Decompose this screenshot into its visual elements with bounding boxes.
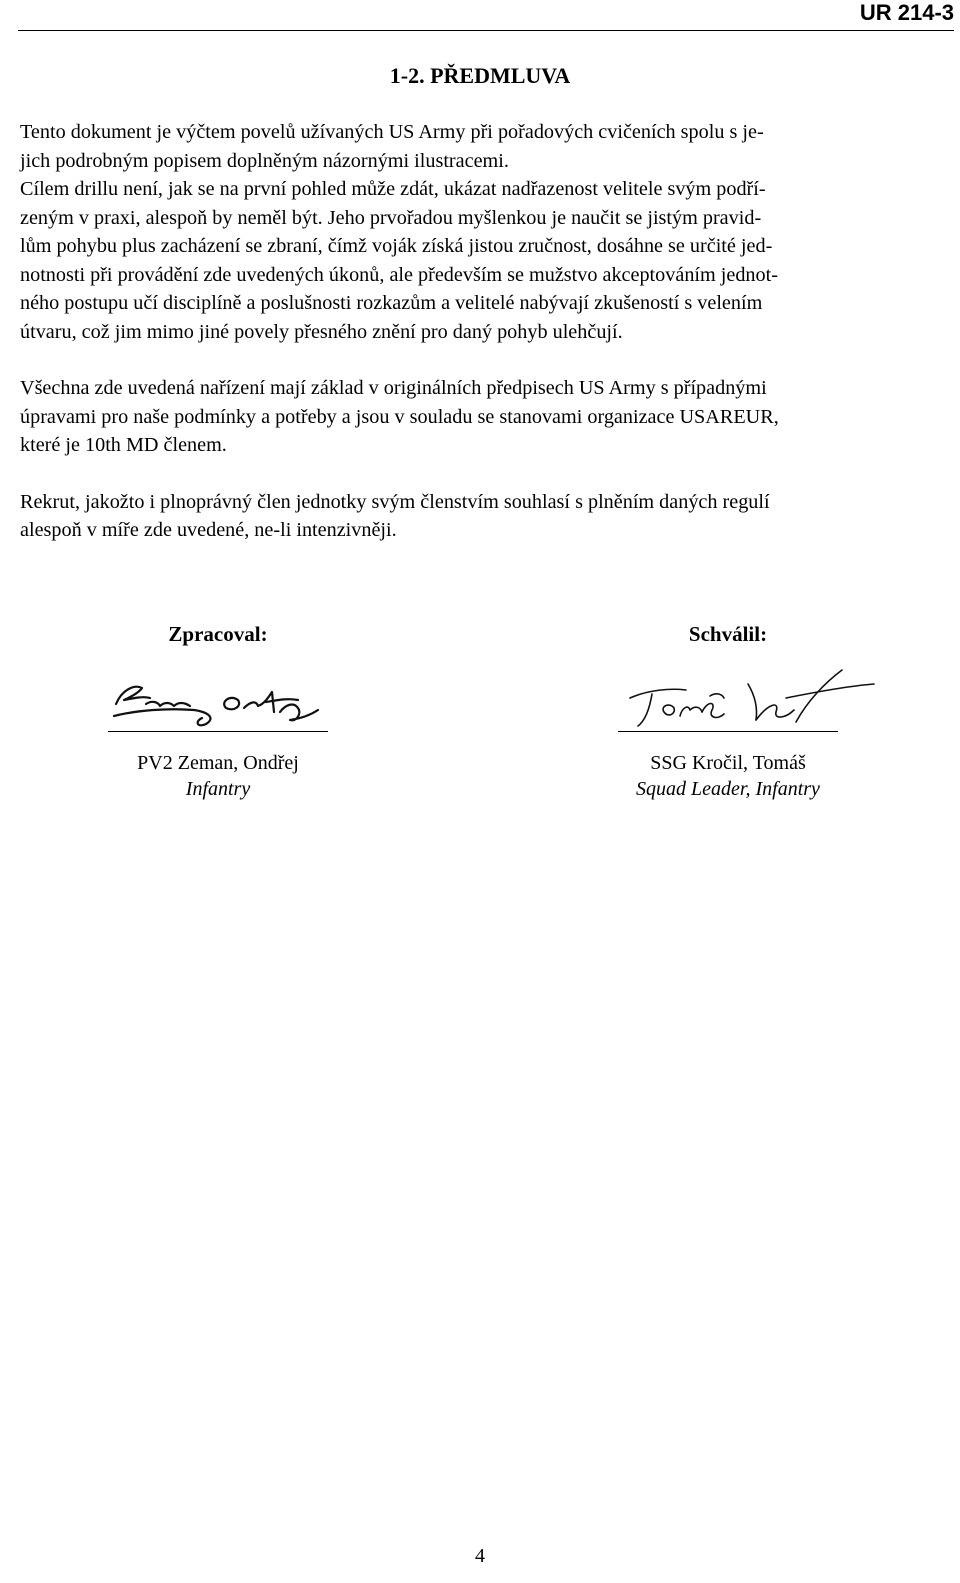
- text-line: úpravami pro naše podmínky a potřeby a jsou v souladu se stanovami organizace USAREUR,: [20, 405, 779, 428]
- paragraph-intro: [20, 118, 942, 346]
- signer-name: PV2 Zeman, Ondřej: [137, 752, 299, 774]
- text-line: Tento dokument je výčtem povelů užívaných US Army při pořadových cvičeních spolu s je-: [20, 121, 764, 143]
- text-line: Všechna zde uvedená nařízení mají základ v originálních předpisech US Army s případnými: [20, 377, 767, 399]
- section-title: 1-2. PŘEDMLUVA: [389, 63, 571, 88]
- signature-heading: Zpracoval:: [168, 622, 268, 646]
- text-line: notnosti při provádění zde uvedených úkonů, ale především se mužstvo akceptováním jednot-: [20, 263, 778, 286]
- signature-heading: Schválil:: [688, 622, 768, 646]
- text-line: zeným v praxi, alespoň by neměl být. Jeho prvořadou myšlenkou je naučit se jistým pravid-: [20, 206, 762, 229]
- signature-area: [98, 660, 338, 732]
- signature-area: [608, 660, 848, 732]
- text-line: lům pohybu plus zacházení se zbraní, čímž voják získá jistou zručnost, dosáhne se určité jed-: [20, 235, 773, 257]
- paragraph-recruit: [20, 488, 942, 545]
- body-text: [20, 118, 942, 573]
- handwritten-signature: [608, 660, 878, 732]
- text-line: jich podrobným popisem doplněným názornými ilustracemi.: [20, 149, 509, 172]
- page-number: 4: [475, 1545, 485, 1567]
- text-line: útvaru, což jim mimo jiné povely přesného znění pro daný pohyb ulehčují.: [20, 320, 623, 343]
- signature-line: [618, 731, 838, 732]
- handwritten-signature: [98, 660, 338, 732]
- signature-line: [108, 731, 328, 732]
- signature-block-approved-by: [608, 620, 848, 802]
- text-line: které je 10th MD členem.: [20, 434, 227, 456]
- text-line: Cílem drillu není, jak se na první pohled může zdát, ukázat nadřazenost velitele svým podří-: [20, 178, 766, 200]
- signer-name: SSG Kročil, Tomáš: [650, 752, 806, 774]
- text-line: alespoň v míře zde uvedené, ne-li intenzivněji.: [20, 519, 397, 541]
- paragraph-regulations: [20, 374, 942, 460]
- signature-block-prepared-by: [98, 620, 338, 802]
- signer-role: Infantry: [185, 778, 251, 800]
- header-rule: [18, 30, 954, 31]
- text-line: Rekrut, jakožto i plnoprávný člen jednotky svým členstvím souhlasí s plněním daných regulí: [20, 490, 770, 513]
- text-line: ného postupu učí disciplíně a poslušnosti rozkazům a velitelé nabývají zkušeností s velením: [20, 292, 763, 314]
- signer-role: Squad Leader, Infantry: [636, 778, 820, 800]
- document-code: UR 214-3: [859, 0, 954, 25]
